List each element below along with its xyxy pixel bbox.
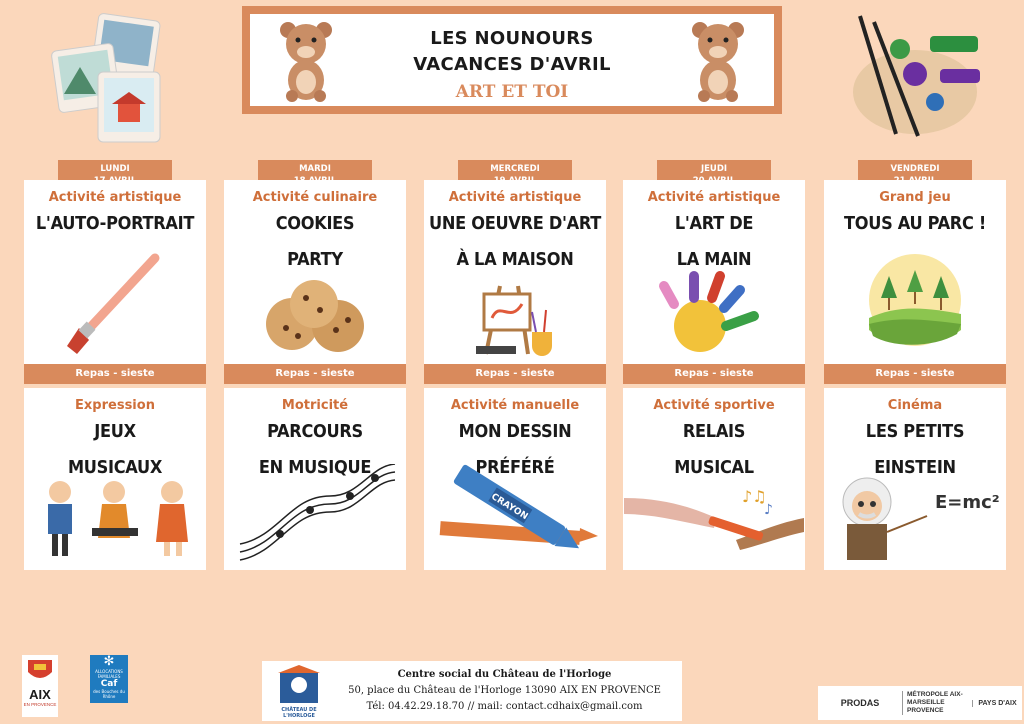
activity-title-line2: EINSTEIN [874, 457, 956, 478]
activity-title-line2: LA MAIN [676, 249, 752, 270]
chateau-logo-text: CHÂTEAU DE L'HORLOGE [281, 707, 317, 719]
activity-title-line1: L'AUTO-PORTRAIT [35, 213, 195, 234]
caf-logo-text: Caf [100, 679, 118, 689]
afternoon-card [424, 388, 606, 570]
einstein-icon [824, 472, 1006, 564]
break-label: Repas - sieste [623, 364, 805, 384]
break-label: Repas - sieste [824, 364, 1006, 384]
footer-contact-line: Tél: 04.42.29.18.70 // mail: contact.cdhaix@gmail.com [366, 701, 643, 712]
header-banner [242, 6, 782, 114]
morning-card [424, 180, 606, 364]
relay-baton-icon [623, 478, 805, 564]
activity-title-line2: MUSICAL [674, 457, 754, 478]
morning-card [623, 180, 805, 364]
morning-card [24, 180, 206, 364]
crayon-label: CRAYON [489, 491, 530, 523]
afternoon-card [24, 388, 206, 570]
footer-contact [262, 661, 682, 721]
caf-logo-top: ALLOCATIONS FAMILIALES [95, 669, 123, 679]
paint-decoration [840, 14, 990, 144]
break-label: Repas - sieste [24, 364, 206, 384]
aix-logo-text: AIX [29, 687, 51, 702]
snowflake-icon: ✻ [103, 654, 115, 669]
caf-logo-subtext: des Bouches du Rhône [93, 689, 125, 699]
activity-title-line2: À LA MAISON [456, 249, 574, 270]
day-name: JEUDI [700, 164, 728, 174]
afternoon-card [224, 388, 406, 570]
activity-title-line2: MUSICAUX [67, 457, 163, 478]
activity-category: Cinéma [887, 398, 943, 413]
crayon-icon [424, 464, 606, 564]
chateau-logo [270, 665, 328, 717]
activity-title-line1: LES PETITS [865, 421, 965, 442]
day-name: VENDREDI [890, 164, 940, 174]
activity-category: Activité culinaire [252, 190, 378, 205]
header-subtitle: ART ET TOI [455, 82, 569, 102]
day-name: MERCREDI [490, 164, 540, 174]
partners-logo-strip [818, 686, 1022, 720]
music-staff-icon [224, 464, 406, 564]
activity-title-line1: RELAIS [682, 421, 746, 442]
activity-category: Expression [75, 398, 155, 413]
break-label: Repas - sieste [224, 364, 406, 384]
activity-title-line1: PARCOURS [267, 421, 363, 442]
activity-title-line1: MON DESSIN [458, 421, 572, 442]
teddy-bear-left-icon [276, 20, 336, 102]
activity-title-line2: PRÉFÉRÉ [475, 457, 555, 478]
day-name: MARDI [299, 164, 331, 174]
svg-text:♪♫: ♪♫ [742, 487, 767, 506]
teddy-bear-right-icon [688, 20, 748, 102]
paintbrush-icon [24, 248, 206, 358]
footer-center-name: Centre social du Château de l'Horloge [397, 669, 612, 680]
activity-title-line1: COOKIES [275, 213, 355, 234]
activity-title-line2: EN MUSIQUE [258, 457, 372, 478]
prodas-logo: PRODAS [840, 698, 880, 708]
activity-title-line2: PARTY [287, 249, 343, 270]
afternoon-card [824, 388, 1006, 570]
header-title-line1: LES NOUNOURS [430, 28, 594, 49]
morning-card [824, 180, 1006, 364]
activity-category: Grand jeu [879, 190, 951, 205]
morning-card [224, 180, 406, 364]
activity-category: Activité manuelle [450, 398, 580, 413]
activity-category: Activité artistique [48, 190, 182, 205]
activity-category: Activité sportive [653, 398, 775, 413]
park-icon [824, 254, 1006, 346]
metropole-logo: MÉTROPOLE AIX-MARSEILLE PROVENCE [902, 691, 972, 715]
aix-logo [22, 655, 58, 717]
kids-music-icon [24, 472, 206, 564]
break-label: Repas - sieste [424, 364, 606, 384]
footer-address: 50, place du Château de l'Horloge 13090 AIX EN PROVENCE [348, 685, 661, 696]
caf-logo [90, 655, 128, 703]
activity-category: Activité artistique [647, 190, 781, 205]
formula-text: E=mc² [935, 492, 1000, 513]
activity-title-line1: L'ART DE [674, 213, 754, 234]
cookies-icon [224, 278, 406, 358]
activity-category: Activité artistique [448, 190, 582, 205]
painted-hand-icon [623, 268, 805, 358]
activity-title-line1: JEUX [94, 421, 136, 442]
activity-title-line1: TOUS AU PARC ! [844, 213, 986, 234]
svg-text:♪: ♪ [764, 502, 773, 518]
activity-category: Motricité [281, 398, 349, 413]
pays-aix-logo: PAYS D'AIX [972, 700, 1022, 707]
afternoon-card [623, 388, 805, 570]
day-name: LUNDI [100, 164, 130, 174]
aix-logo-subtext: EN PROVENCE [23, 702, 57, 707]
activity-title-line1: UNE OEUVRE D'ART [429, 213, 601, 234]
header-title-line2: VACANCES D'AVRIL [413, 54, 611, 75]
photos-decoration [50, 12, 170, 147]
easel-icon [424, 282, 606, 358]
